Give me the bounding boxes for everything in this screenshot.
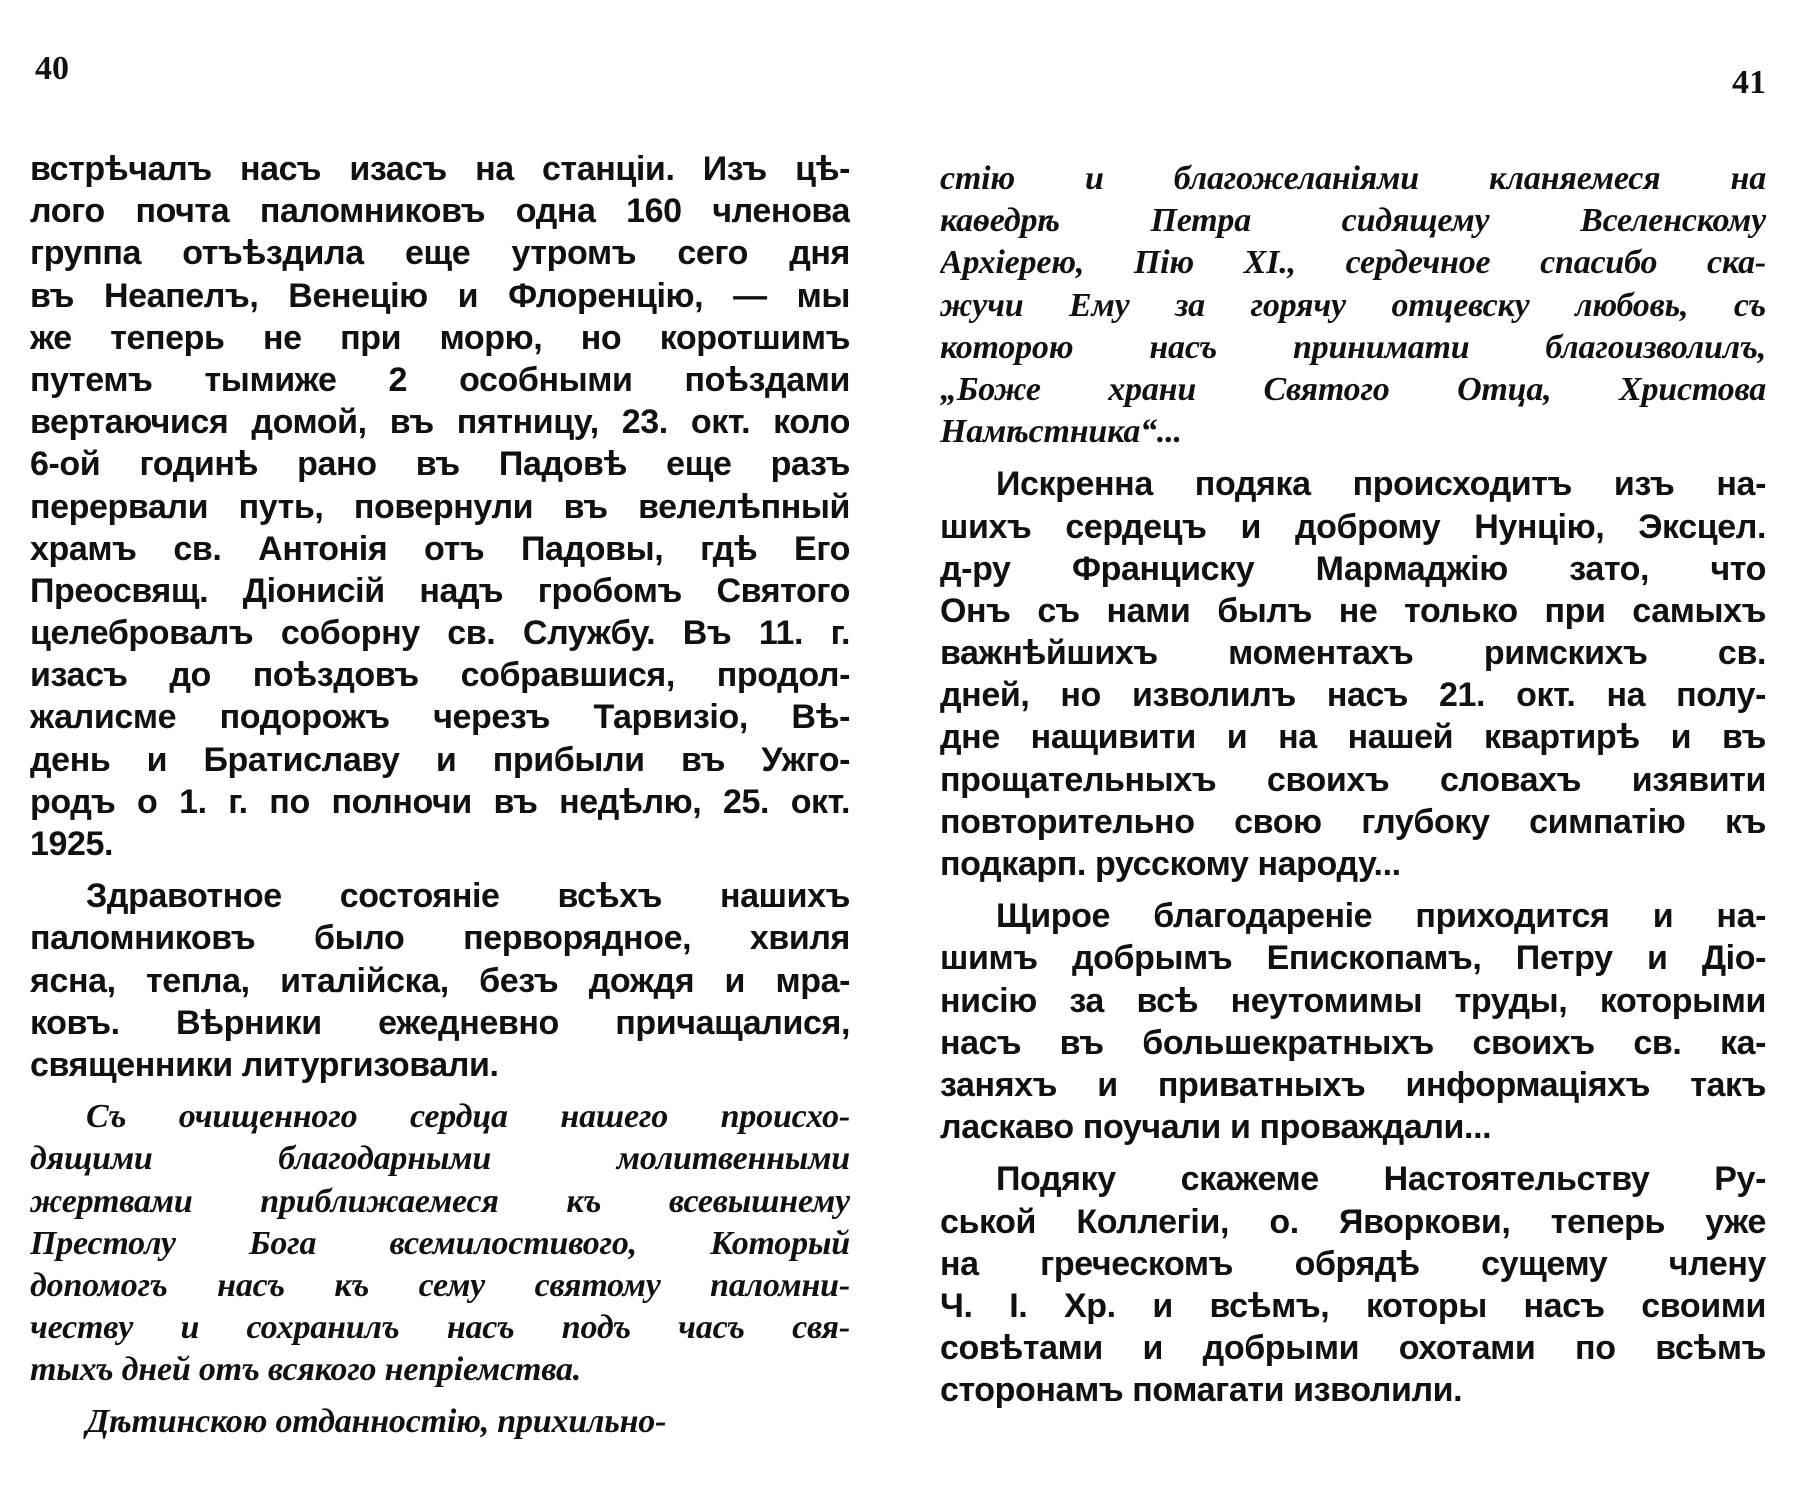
text-line: Намѣстника“...	[940, 413, 1182, 451]
text-line: Подяку скажеме Настоятельству Ру-	[996, 1160, 1766, 1199]
text-line: жучи Ему за горячу отцевску любовь, съ	[940, 286, 1766, 324]
text-line: Архіерею, Пію XI., сердечное спасибо ска-	[940, 244, 1766, 282]
text-line: Искренна подяка происходитъ изъ на-	[996, 465, 1766, 504]
text-line: дне нащивити и на нашей квартирѣ и въ	[940, 718, 1766, 757]
text-line: путемъ тымиже 2 особными поѣздами	[30, 360, 850, 399]
text-line: день и Братиславу и прибыли въ Ужго-	[30, 740, 850, 779]
text-line: священники литургизовали.	[30, 1045, 499, 1084]
text-line: въ Неапелъ, Венецію и Флоренцію, — мы	[30, 276, 850, 315]
text-line: „Боже храни Святого Отца, Христова	[940, 370, 1766, 408]
text-line: шимъ добрымъ Епископамъ, Петру и Діо-	[940, 939, 1766, 978]
text-line: встрѣчалъ насъ изасъ на станціи. Изъ цѣ-	[30, 150, 850, 188]
text-line: сторонамъ помагати изволили.	[940, 1371, 1463, 1410]
text-line: изасъ до поѣздовъ собравшися, продол-	[30, 656, 850, 695]
text-line: на греческомъ обрядѣ сущему члену	[940, 1244, 1766, 1283]
text-line: лого почта паломниковъ одна 160 членова	[30, 192, 850, 231]
text-line: ясна, тепла, италійска, безъ дождя и мра-	[30, 961, 850, 1000]
paragraph	[940, 1158, 1766, 1411]
text-line: важнѣйшихъ моментахъ римскихъ св.	[940, 634, 1766, 673]
text-line: ковъ. Вѣрники ежедневно причащалися,	[30, 1003, 850, 1042]
text-line: ськой Коллегіи, о. Яворкови, теперь уже	[940, 1202, 1766, 1241]
text-line: подкарп. русскому народу...	[940, 845, 1401, 883]
text-line: честву и сохранилъ насъ подъ часъ свя-	[30, 1309, 850, 1347]
text-line: д-ру Франциску Мармаджію зато, что	[940, 549, 1766, 588]
text-line: перервали путь, повернули въ велелѣпный	[30, 487, 850, 526]
paragraph	[30, 148, 850, 865]
text-line: дящими благодарными молитвенными	[30, 1140, 850, 1178]
text-line: храмъ св. Антонія отъ Падовы, гдѣ Его	[30, 529, 850, 568]
text-line: которою насъ принимати благоизволилъ,	[940, 328, 1766, 366]
text-line: вертаючися домой, въ пятницу, 23. окт. коло	[30, 403, 850, 442]
text-line: повторительно свою глубоку симпатію къ	[940, 802, 1766, 841]
right-page-number: 41	[1732, 64, 1766, 101]
text-line: 6-ой годинѣ рано въ Падовѣ еще разъ	[30, 445, 850, 484]
text-line: же теперь не при морю, но коротшимъ	[30, 318, 850, 357]
text-line: родъ о 1. г. по полночи въ недѣлю, 25. окт.	[30, 782, 850, 821]
text-line: совѣтами и добрыми охотами по всѣмъ	[940, 1329, 1766, 1368]
text-line: прощательныхъ своихъ словахъ изявити	[940, 760, 1766, 799]
text-line: Съ очищенного сердца нашего происхо-	[86, 1098, 850, 1136]
text-line: Преосвящ. Діонисій надъ гробомъ Святого	[30, 571, 850, 610]
text-line: жертвами приближаемеся къ всевышнему	[30, 1182, 850, 1220]
left-page-number: 40	[35, 50, 69, 87]
text-line: заняхъ и приватныхъ информаціяхъ такъ	[940, 1065, 1766, 1104]
text-line: Ч. І. Хр. и всѣмъ, которы насъ своими	[940, 1286, 1766, 1325]
right-page-text	[940, 158, 1766, 1411]
text-line: тыхъ дней отъ всякого непріемства.	[30, 1351, 582, 1389]
text-line: Дѣтинскою отданностію, прихильно-	[86, 1403, 667, 1441]
left-page	[30, 0, 850, 1500]
text-line: шихъ сердецъ и доброму Нунцію, Эксцел.	[940, 507, 1766, 546]
text-line: допомогъ насъ къ сему святому паломни-	[30, 1266, 850, 1304]
text-line: группа отъѣздила еще утромъ сего дня	[30, 234, 850, 273]
paragraph	[940, 895, 1766, 1148]
text-line: паломниковъ было перворядное, хвиля	[30, 919, 850, 958]
text-line: Онъ съ нами былъ не только при самыхъ	[940, 591, 1766, 630]
text-line: жалисме подорожъ черезъ Тарвизіо, Вѣ-	[30, 698, 850, 737]
text-line: 1925.	[30, 825, 114, 863]
paragraph	[940, 463, 1766, 885]
text-line: Престолу Бога всемилостивого, Который	[30, 1224, 850, 1262]
text-line: Щирое благодареніе приходится и на-	[996, 897, 1766, 936]
text-line: стію и благожеланіями кланяемеся на	[940, 160, 1766, 197]
right-page	[940, 0, 1766, 1500]
text-line: каѳедрѣ Петра сидящему Вселенскому	[940, 202, 1766, 240]
paragraph	[30, 1096, 850, 1391]
text-line: Здравотное состояніе всѣхъ нашихъ	[86, 877, 850, 916]
text-line: насъ въ большекратныхъ своихъ св. ка-	[940, 1023, 1766, 1062]
text-line: ласкаво поучали и проваждали...	[940, 1108, 1492, 1147]
left-page-text	[30, 148, 850, 1444]
paragraph	[30, 875, 850, 1086]
text-line: нисію за всѣ неутомимы труды, которыми	[940, 981, 1766, 1020]
text-line: дней, но изволилъ насъ 21. окт. на полу-	[940, 676, 1766, 715]
text-line: целебровалъ соборну св. Службу. Въ 11. г.	[30, 614, 850, 653]
paragraph	[940, 158, 1766, 453]
paragraph	[30, 1401, 850, 1443]
